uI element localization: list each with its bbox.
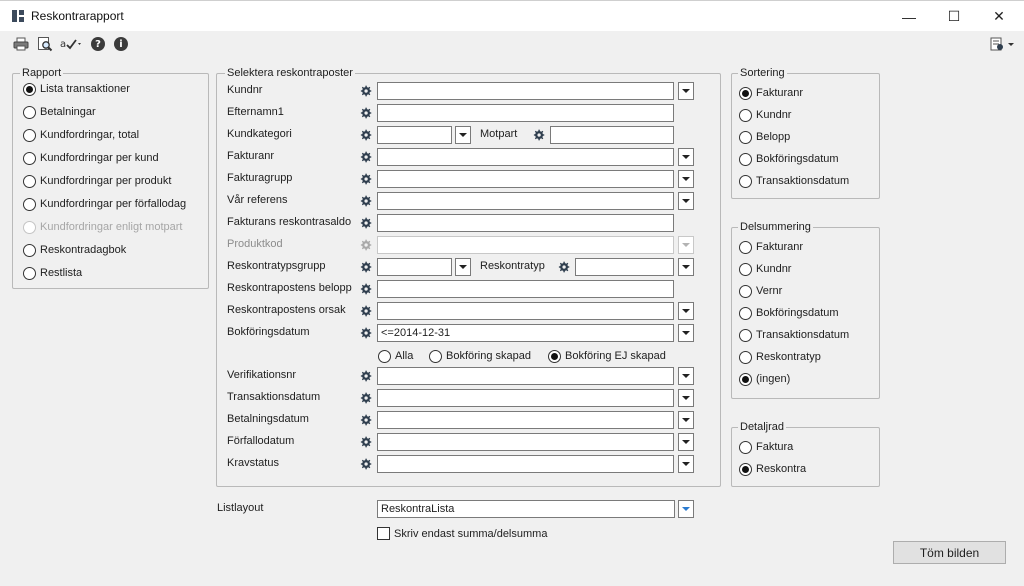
info-icon[interactable]: i bbox=[112, 36, 130, 52]
kundkategori-settings-gear-icon[interactable] bbox=[359, 128, 373, 142]
produktkod-settings-gear-icon bbox=[359, 238, 373, 252]
close-button[interactable] bbox=[976, 1, 1022, 32]
radio-sortering-kundnr[interactable] bbox=[739, 107, 791, 123]
reskontratypsgrupp-settings-gear-icon[interactable] bbox=[359, 260, 373, 274]
fakturans-reskontrasaldo-settings-gear-icon[interactable] bbox=[359, 216, 373, 230]
radio-detaljrad-reskontra[interactable] bbox=[739, 461, 806, 477]
reskontratyp-label: Reskontratyp bbox=[480, 260, 545, 272]
radio-button[interactable] bbox=[739, 307, 752, 320]
title-bar bbox=[0, 0, 1024, 31]
minimize-button[interactable] bbox=[886, 1, 932, 32]
radio-label: Fakturanr bbox=[756, 87, 804, 99]
fakturagrupp-settings-gear-icon[interactable] bbox=[359, 172, 373, 186]
motpart-input[interactable] bbox=[550, 126, 674, 144]
efternamn1-input[interactable] bbox=[377, 104, 674, 122]
reskontrapostens-orsak-label: Reskontrapostens orsak bbox=[227, 304, 346, 316]
listlayout-input[interactable]: ReskontraLista bbox=[377, 500, 675, 518]
radio-label: Bokföringsdatum bbox=[756, 153, 839, 165]
radio-bokforing-0[interactable] bbox=[378, 348, 413, 364]
kundnr-input[interactable] bbox=[377, 82, 674, 100]
reskontratypsgrupp-dropdown[interactable] bbox=[455, 258, 471, 276]
betalningsdatum-dropdown[interactable] bbox=[678, 411, 694, 429]
reskontrapostens-orsak-input[interactable] bbox=[377, 302, 674, 320]
radio-delsummering-vernr[interactable] bbox=[739, 283, 782, 299]
skriv-endast-checkbox[interactable] bbox=[377, 527, 390, 540]
kravstatus-label: Kravstatus bbox=[227, 457, 279, 469]
kravstatus-dropdown[interactable] bbox=[678, 455, 694, 473]
reskontrapostens-belopp-settings-gear-icon[interactable] bbox=[359, 282, 373, 296]
transaktionsdatum-settings-gear-icon[interactable] bbox=[359, 391, 373, 405]
radio-button[interactable] bbox=[739, 263, 752, 276]
radio-label: Kundfordringar per kund bbox=[40, 152, 159, 164]
radio-label: Transaktionsdatum bbox=[756, 175, 850, 187]
reskontratypsgrupp-label: Reskontratypsgrupp bbox=[227, 260, 326, 272]
kundkategori-label: Kundkategori bbox=[227, 128, 292, 140]
var-referens-label: Vår referens bbox=[227, 194, 288, 206]
reskontratypsgrupp-input[interactable] bbox=[377, 258, 452, 276]
help-icon[interactable]: ? bbox=[89, 36, 107, 52]
radio-label: (ingen) bbox=[756, 373, 791, 385]
efternamn1-settings-gear-icon[interactable] bbox=[359, 106, 373, 120]
produktkod-label: Produktkod bbox=[227, 238, 283, 250]
kundnr-dropdown[interactable] bbox=[678, 82, 694, 100]
radio-label: Kundfordringar per förfallodag bbox=[40, 198, 187, 210]
radio-rapport-reskontradagbok[interactable] bbox=[23, 242, 126, 258]
radio-label: Belopp bbox=[756, 131, 791, 143]
radio-label: Kundfordringar enligt motpart bbox=[40, 221, 183, 233]
kundnr-settings-gear-icon[interactable] bbox=[359, 84, 373, 98]
radio-label: Betalningar bbox=[40, 106, 96, 118]
radio-label: Faktura bbox=[756, 441, 794, 453]
spellcheck-icon[interactable] bbox=[60, 36, 84, 52]
radio-button[interactable] bbox=[378, 350, 391, 363]
radio-button[interactable] bbox=[23, 267, 36, 280]
radio-rapport-kundfordringar-per-produkt[interactable] bbox=[23, 173, 171, 189]
fakturagrupp-label: Fakturagrupp bbox=[227, 172, 293, 184]
radio-bokforing-1[interactable] bbox=[429, 348, 531, 364]
radio-button[interactable] bbox=[739, 131, 752, 144]
radio-button[interactable] bbox=[739, 87, 752, 100]
skriv-endast-label: Skriv endast summa/delsumma bbox=[394, 527, 548, 540]
print-icon[interactable] bbox=[12, 36, 30, 52]
bokforingsdatum-input[interactable]: <=2014-12-31 bbox=[377, 324, 674, 342]
minimize-icon: — bbox=[902, 8, 916, 25]
kundkategori-input[interactable] bbox=[377, 126, 452, 144]
radio-label: Reskontradagbok bbox=[40, 244, 127, 256]
fakturans-reskontrasaldo-label: Fakturans reskontrasaldo bbox=[227, 216, 352, 228]
transaktionsdatum-input[interactable] bbox=[377, 389, 674, 407]
radio-button[interactable] bbox=[739, 109, 752, 122]
reskontratyp-input[interactable] bbox=[575, 258, 674, 276]
radio-sortering-fakturanr[interactable] bbox=[739, 85, 803, 101]
sortering-legend: Sortering bbox=[740, 67, 785, 79]
radio-rapport-kundfordringar-per-förfallodag[interactable] bbox=[23, 196, 186, 212]
radio-label: Lista transaktioner bbox=[40, 83, 130, 95]
close-icon: ✕ bbox=[993, 8, 1005, 24]
tom-bilden-button[interactable] bbox=[893, 541, 1006, 564]
radio-button[interactable] bbox=[739, 285, 752, 298]
radio-button[interactable] bbox=[739, 175, 752, 188]
radio-label: Fakturanr bbox=[756, 241, 804, 253]
radio-sortering-belopp[interactable] bbox=[739, 129, 790, 145]
svg-text:a: a bbox=[60, 39, 67, 50]
radio-label: Kundnr bbox=[756, 263, 792, 275]
radio-sortering-bokföringsdatum[interactable] bbox=[739, 151, 839, 167]
listlayout-dropdown[interactable] bbox=[678, 500, 694, 518]
radio-label: Reskontra bbox=[756, 463, 807, 475]
var-referens-settings-gear-icon[interactable] bbox=[359, 194, 373, 208]
radio-bokforing-2[interactable] bbox=[548, 348, 666, 364]
radio-button[interactable] bbox=[739, 373, 752, 386]
radio-button[interactable] bbox=[739, 153, 752, 166]
radio-rapport-restlista[interactable] bbox=[23, 265, 82, 281]
reskontratyp-settings-gear-icon[interactable] bbox=[557, 260, 571, 274]
radio-button[interactable] bbox=[739, 329, 752, 342]
radio-delsummering-transaktionsdatum[interactable] bbox=[739, 327, 849, 343]
betalningsdatum-settings-gear-icon[interactable] bbox=[359, 413, 373, 427]
verifikationsnr-settings-gear-icon[interactable] bbox=[359, 369, 373, 383]
fakturanr-label: Fakturanr bbox=[227, 150, 275, 162]
betalningsdatum-label: Betalningsdatum bbox=[227, 413, 309, 425]
radio-delsummering-kundnr[interactable] bbox=[739, 261, 791, 277]
toolbar bbox=[0, 31, 1024, 58]
radio-button[interactable] bbox=[739, 351, 752, 364]
reskontratyp-dropdown[interactable] bbox=[678, 258, 694, 276]
transaktionsdatum-dropdown[interactable] bbox=[678, 389, 694, 407]
fakturagrupp-input[interactable] bbox=[377, 170, 674, 188]
kundnr-label: Kundnr bbox=[227, 84, 263, 96]
radio-delsummering-reskontratyp[interactable] bbox=[739, 349, 821, 365]
radio-label: Reskontratyp bbox=[756, 351, 821, 363]
radio-label: Alla bbox=[395, 350, 414, 362]
verifikationsnr-input[interactable] bbox=[377, 367, 674, 385]
motpart-settings-gear-icon[interactable] bbox=[532, 128, 546, 142]
radio-button[interactable] bbox=[23, 244, 36, 257]
kundkategori-dropdown[interactable] bbox=[455, 126, 471, 144]
radio-rapport-kundfordringar-total[interactable] bbox=[23, 127, 139, 143]
radio-label: Bokföringsdatum bbox=[756, 307, 839, 319]
radio-delsummering-bokföringsdatum[interactable] bbox=[739, 305, 839, 321]
radio-label: Vernr bbox=[756, 285, 783, 297]
maximize-icon: ☐ bbox=[947, 8, 961, 24]
radio-rapport-betalningar[interactable] bbox=[23, 104, 96, 120]
efternamn1-label: Efternamn1 bbox=[227, 106, 284, 118]
radio-rapport-kundfordringar-per-kund[interactable] bbox=[23, 150, 159, 166]
forfallodatum-settings-gear-icon[interactable] bbox=[359, 435, 373, 449]
transaktionsdatum-label: Transaktionsdatum bbox=[227, 391, 321, 403]
bokforingsdatum-label: Bokföringsdatum bbox=[227, 326, 310, 338]
delsummering-legend: Delsummering bbox=[740, 221, 811, 233]
verifikationsnr-label: Verifikationsnr bbox=[227, 369, 297, 381]
radio-button[interactable] bbox=[739, 463, 752, 476]
produktkod-input bbox=[377, 236, 674, 254]
radio-label: Restlista bbox=[40, 267, 83, 279]
motpart-label: Motpart bbox=[480, 128, 518, 140]
radio-button[interactable] bbox=[23, 152, 36, 165]
bokforingsdatum-settings-gear-icon[interactable] bbox=[359, 326, 373, 340]
fakturagrupp-dropdown[interactable] bbox=[678, 170, 694, 188]
radio-label: Bokföring skapad bbox=[446, 350, 531, 362]
kravstatus-settings-gear-icon[interactable] bbox=[359, 457, 373, 471]
radio-button[interactable] bbox=[739, 441, 752, 454]
radio-delsummering-ingen[interactable] bbox=[739, 371, 790, 387]
radio-button[interactable] bbox=[548, 350, 561, 363]
rapport-legend: Rapport bbox=[22, 67, 62, 79]
reskontrapostens-belopp-input[interactable] bbox=[377, 280, 674, 298]
radio-label: Kundfordringar, total bbox=[40, 129, 140, 141]
app-icon bbox=[12, 10, 24, 22]
reskontrapostens-belopp-label: Reskontrapostens belopp bbox=[227, 282, 352, 294]
radio-delsummering-fakturanr[interactable] bbox=[739, 239, 803, 255]
fakturanr-dropdown[interactable] bbox=[678, 148, 694, 166]
radio-button[interactable] bbox=[23, 129, 36, 142]
radio-detaljrad-faktura[interactable] bbox=[739, 439, 793, 455]
var-referens-input[interactable] bbox=[377, 192, 674, 210]
radio-button bbox=[23, 221, 36, 234]
print-preview-icon[interactable] bbox=[36, 36, 54, 52]
fakturanr-input[interactable] bbox=[377, 148, 674, 166]
reskontrapostens-orsak-dropdown[interactable] bbox=[678, 302, 694, 320]
detaljrad-group bbox=[731, 427, 880, 487]
radio-rapport-lista-transaktioner[interactable] bbox=[23, 81, 130, 97]
var-referens-dropdown[interactable] bbox=[678, 192, 694, 210]
fakturanr-settings-gear-icon[interactable] bbox=[359, 150, 373, 164]
forfallodatum-label: Förfallodatum bbox=[227, 435, 295, 447]
bokforingsdatum-dropdown[interactable] bbox=[678, 324, 694, 342]
fakturans-reskontrasaldo-input[interactable] bbox=[377, 214, 674, 232]
maximize-button[interactable] bbox=[931, 1, 977, 32]
radio-button[interactable] bbox=[23, 175, 36, 188]
forfallodatum-dropdown[interactable] bbox=[678, 433, 694, 451]
radio-button[interactable] bbox=[23, 106, 36, 119]
listlayout-label: Listlayout bbox=[217, 502, 264, 514]
detaljrad-legend: Detaljrad bbox=[740, 421, 785, 433]
radio-button[interactable] bbox=[23, 83, 36, 96]
report-settings-icon[interactable] bbox=[989, 36, 1017, 52]
radio-label: Bokföring EJ skapad bbox=[565, 350, 666, 362]
selektera-legend: Selektera reskontraposter bbox=[227, 67, 353, 79]
radio-button[interactable] bbox=[23, 198, 36, 211]
radio-rapport-kundfordringar-enligt-motpart bbox=[23, 219, 182, 235]
radio-button[interactable] bbox=[739, 241, 752, 254]
verifikationsnr-dropdown[interactable] bbox=[678, 367, 694, 385]
radio-label: Transaktionsdatum bbox=[756, 329, 850, 341]
betalningsdatum-input[interactable] bbox=[377, 411, 674, 429]
forfallodatum-input[interactable] bbox=[377, 433, 674, 451]
skriv-endast-checkbox-row[interactable] bbox=[377, 527, 547, 540]
radio-button[interactable] bbox=[429, 350, 442, 363]
reskontrapostens-orsak-settings-gear-icon[interactable] bbox=[359, 304, 373, 318]
radio-label: Kundfordringar per produkt bbox=[40, 175, 172, 187]
kravstatus-input[interactable] bbox=[377, 455, 674, 473]
tom-bilden-label: Töm bilden bbox=[919, 545, 980, 560]
window-title: Reskontrarapport bbox=[31, 9, 124, 23]
produktkod-dropdown bbox=[678, 236, 694, 254]
radio-sortering-transaktionsdatum[interactable] bbox=[739, 173, 849, 189]
radio-label: Kundnr bbox=[756, 109, 792, 121]
